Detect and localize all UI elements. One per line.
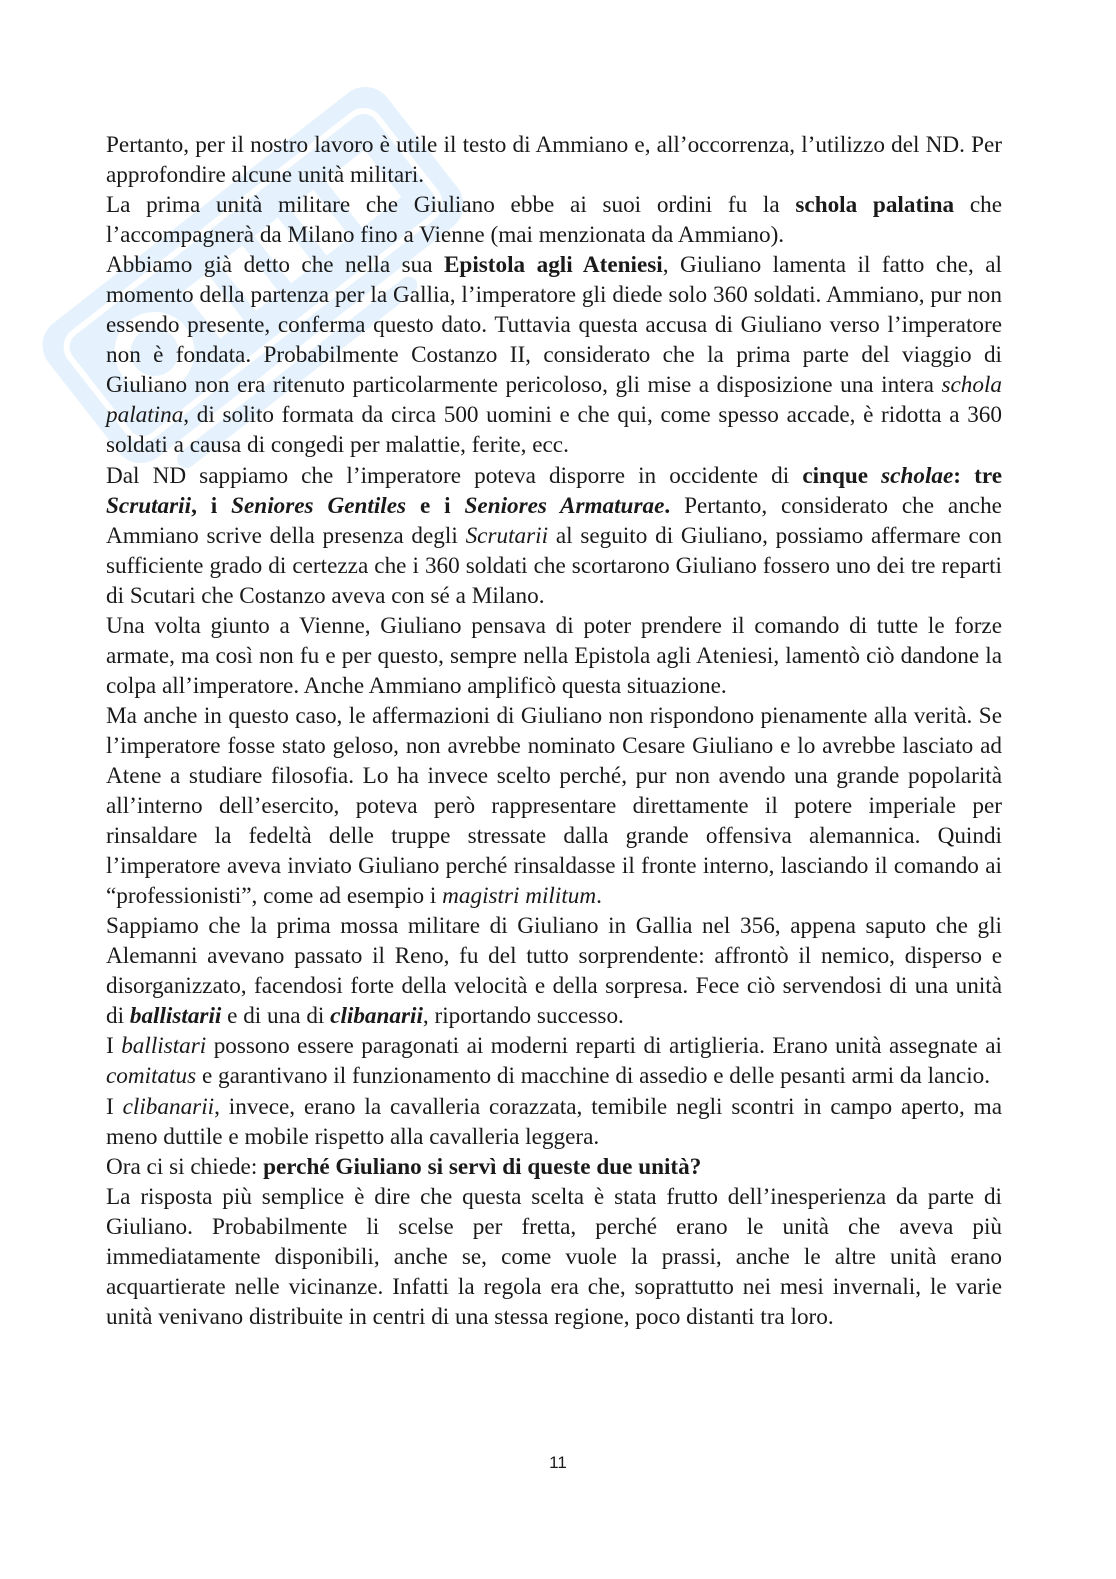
text-run: che l’accompagnerà da Milano fino a Vienne (mai menzionata da Ammiano). [106, 192, 1002, 249]
text-run: , invece, erano la cavalleria corazzata, temibile negli scontri in campo aperto, ma meno duttile e mobile rispetto alla cavalleria leggera. [106, 1093, 1002, 1150]
text-run: Ora ci si chiede: [106, 1153, 264, 1180]
text-run: schola palatina [795, 192, 955, 219]
paragraph [106, 1182, 1002, 1332]
text-run: Seniores Gentiles [231, 492, 407, 519]
text-run: . [596, 883, 602, 910]
paragraph [106, 911, 1002, 1031]
text-run: Pertanto, per il nostro lavoro è utile il testo di Ammiano e, all’occorrenza, l’utilizzo del ND. Per approfondire alcune unità militari. [106, 132, 1002, 189]
text-run: , Giuliano lamenta il fatto che, al momento della partenza per la Gallia, l’imperatore gli diede solo 360 soldati. Ammiano, pur non essendo presente, conferma questo dato. Tuttavia questa accusa di Giuliano verso l’imperatore non è fondata. Probabilmente Costanzo II, considerato che la prima parte del viaggio di Giuliano non era ritenuto particolarmente pericoloso, gli mise a disposizione una intera [106, 252, 1002, 399]
text-run: Pertanto, considerato che anche Ammiano scrive della presenza degli [106, 492, 1002, 549]
paragraph [106, 1152, 1002, 1182]
text-run: , riportando successo. [422, 1003, 624, 1030]
text-run: clibanarii [122, 1093, 215, 1120]
paragraph [106, 190, 1002, 250]
text-run: Una volta giunto a Vienne, Giuliano pensava di poter prendere il comando di tutte le forze armate, ma così non fu e per questo, sempre nella Epistola agli Ateniesi, lamentò ciò dandone la colpa all’imperatore. Anche Ammiano amplificò questa situazione. [106, 612, 1002, 699]
paragraph [106, 130, 1002, 190]
text-run: Epistola agli Ateniesi [443, 252, 663, 279]
text-run: Ma anche in questo caso, le affermazioni di Giuliano non rispondono pienamente alla verità. Se l’imperatore fosse stato geloso, non avrebbe nominato Cesare Giuliano e lo avrebbe lasciato ad Atene a studiare filosofia. Lo ha invece scelto perché, pur non avendo una grande popolarità all’interno dell’esercito, poteva però rappresentare direttamente il potere imperiale per rinsaldare la fedeltà delle truppe stressate dalla grande offensiva alemannica. Quindi l’imperatore aveva inviato Giuliano perché rinsaldasse il fronte interno, lasciando il comando ai “professionisti”, come ad esempio i [106, 702, 1002, 910]
text-run: ballistarii [129, 1003, 222, 1030]
text-run: perché Giuliano si servì di queste due unità? [263, 1153, 702, 1180]
text-run: Scrutarii [106, 492, 192, 519]
text-run: scholae [881, 462, 954, 489]
text-run: . [664, 492, 671, 519]
text-run: Dal ND sappiamo che l’imperatore poteva disporre in occidente di [106, 462, 803, 489]
page-number: 11 [549, 1453, 567, 1472]
text-run: Sappiamo che la prima mossa militare di Giuliano in Gallia nel 356, appena saputo che gli Alemanni avevano passato il Reno, fu del tutto sorprendente: affrontò il nemico, disperso e disorganizzato, facendosi forte della velocità e della sorpresa. Fece ciò servendosi di una unità di [106, 913, 1002, 1030]
paragraph [106, 461, 1002, 611]
paragraph [106, 611, 1002, 701]
text-run: Seniores Armaturae [464, 492, 665, 519]
text-run: magistri militum [442, 883, 597, 910]
paragraph [106, 701, 1002, 911]
text-run: Abbiamo già detto che nella sua [106, 252, 444, 279]
text-run: , di solito formata da circa 500 uomini e che qui, come spesso accade, è ridotta a 360 soldati a causa di congedi per malattie, ferite, ecc. [106, 402, 1002, 459]
text-run: , i [191, 492, 232, 519]
text-run: schola palatina [106, 372, 1002, 429]
text-run: La prima unità militare che Giuliano ebbe ai suoi ordini fu la [106, 192, 796, 219]
page-body [106, 130, 1002, 1332]
text-run: cinque [802, 462, 882, 489]
text-run: I [106, 1033, 122, 1060]
paragraph [106, 1092, 1002, 1152]
text-run: La risposta più semplice è dire che questa scelta è stata frutto dell’inesperienza da parte di Giuliano. Probabilmente li scelse per fretta, perché erano le unità che aveva più immediatamente disponibili, anche se, come vuole la prassi, anche le altre unità erano acquartierate nelle vicinanze. Infatti la regola era che, soprattutto nei mesi invernali, le varie unità venivano distribuite in centri di una stessa regione, poco distanti tra loro. [106, 1183, 1002, 1330]
text-run: al seguito di Giuliano, possiamo affermare con sufficiente grado di certezza che i 360 soldati che scortarono Giuliano fossero uno dei tre reparti di Scutari che Costanzo aveva con sé a Milano. [106, 522, 1002, 609]
paragraph [106, 1031, 1002, 1091]
text-run: e di una di [221, 1003, 331, 1030]
text-run: : tre [953, 462, 1003, 489]
text-run: possono essere paragonati ai moderni reparti di artiglieria. Erano unità assegnate ai [206, 1033, 1002, 1060]
text-run: e garantivano il funzionamento di macchine di assedio e delle pesanti armi da lancio. [196, 1063, 991, 1090]
text-run: comitatus [106, 1063, 197, 1090]
text-run: Scrutarii [465, 522, 549, 549]
paragraph [106, 250, 1002, 460]
text-run: I [106, 1093, 123, 1120]
text-run: e i [406, 492, 465, 519]
text-run: clibanarii [330, 1003, 423, 1030]
text-run: ballistari [121, 1033, 207, 1060]
